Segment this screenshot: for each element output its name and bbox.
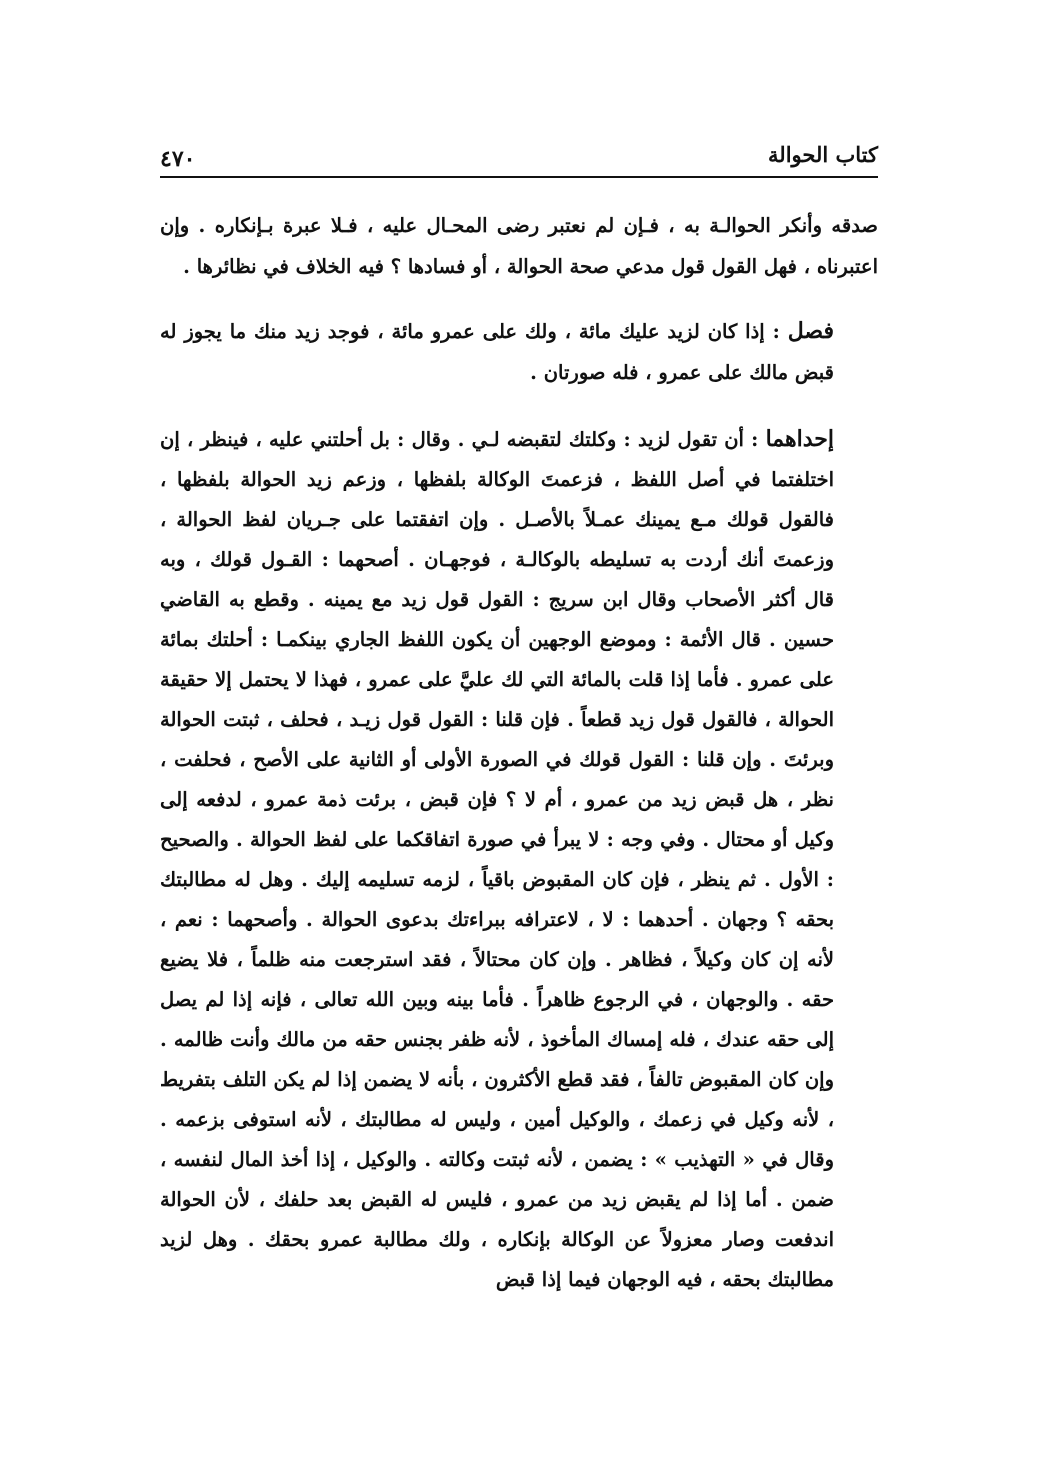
running-header: [160, 138, 878, 174]
paragraph-continuation: [160, 206, 878, 287]
page-body: [160, 206, 878, 1300]
chapter-title: كتاب الحوالة: [768, 142, 878, 167]
paragraph-text: : أن تقول لزيد : وكلتك لتقبضه لـي . وقال : بل أحلتني عليه ، فينظر ، إن اختلفتما في أصل اللفظ ، فزعمتَ الوكالة بلفظها ، وزعم زيد الحوالة بلفظها ، فالقول قولك مـع يمينك عمـلاً بالأصـل . وإن اتفقتما على جـريان لفظ الحوالة ، وزعمتَ أنك أردت به تسليطه بالوكالـة ، فوجهـان . أصحهما : القـول قولك ، وبه قال أكثر الأصحاب وقال ابن سريج : القول قول زيد مع يمينه . وقطع به القاضي حسين . قال الأئمة : وموضع الوجهين أن يكون اللفظ الجاري بينكمـا : أحلتك بمائة على عمرو . فأما إذا قلت بالمائة التي لك عليَّ على عمرو ، فهذا لا يحتمل إلا حقيقة الحوالة ، فالقول قول زيد قطعاً . فإن قلنا : القول قول زيـد ، فحلف ، ثبتت الحوالة وبرئتَ . وإن قلنا : القول قولك في الصورة الأولى أو الثانية على الأصح ، فحلفت ، نظر ، هل قبض زيد من عمرو ، أم لا ؟ فإن قبض ، برئت ذمة عمرو ، لدفعه إلى وكيل أو محتال . وفي وجه : لا يبرأ في صورة اتفاقكما على لفظ الحوالة . والصحيح : الأول . ثم ينظر ، فإن كان المقبوض باقياً ، لزمه تسليمه إليك . وهل له مطالبتك بحقه ؟ وجهان . أحدهما : لا ، لاعترافه ببراءتك بدعوى الحوالة . وأصحهما : نعم ، لأنه إن كان وكيلاً ، فظاهر . وإن كان محتالاً ، فقد استرجعت منه ظلماً ، فلا يضيع حقه . والوجهان ، في الرجوع ظاهراً . فأما بينه وبين الله تعالى ، فإنه إذا لم يصل إلى حقه عندك ، فله إمساك المأخوذ ، لأنه ظفر بجنس حقه من مالك وأنت ظالمه . وإن كان المقبوض تالفاً ، فقد قطع الأكثرون ، بأنه لا يضمن إذا لم يكن التلف بتفريط ، لأنه وكيل في زعمك ، والوكيل أمين ، وليس له مطالبتك ، لأنه استوفى بزعمه . وقال في « التهذيب » : يضمن ، لأنه ثبتت وكالته . والوكيل ، إذا أخذ المال لنفسه ، ضمن . أما إذا لم يقبض زيد من عمرو ، فليس له القبض بعد حلفك ، لأن الحوالة اندفعت وصار معزولاً عن الوكالة بإنكاره ، ولك مطالبة عمرو بحقك . وهل لزيد مطالبتك بحقه ، فيه الوجهان فيما إذا قبض: [160, 428, 834, 1291]
header-divider: [160, 176, 878, 178]
paragraph-text: : إذا كان لزيد عليك مائة ، ولك على عمرو مائة ، فوجد زيد منك ما يجوز له قبض مالك على عمرو ، فله صورتان .: [160, 320, 834, 384]
paragraph-fasl: [160, 311, 878, 393]
paragraph-first-case: [160, 419, 878, 1300]
paragraph-text: صدقه وأنكر الحوالـة به ، فـإن لم نعتبر رضى المحـال عليه ، فـلا عبرة بـإنكاره . وإن اعتبرناه ، فهل القول قول مدعي صحة الحوالة ، أو فسادها ؟ فيه الخلاف في نظائرها .: [160, 214, 878, 278]
section-keyword: فصل: [787, 318, 834, 344]
page-number: ٤٧٠: [160, 146, 196, 172]
section-keyword: إحداهما: [765, 426, 834, 452]
